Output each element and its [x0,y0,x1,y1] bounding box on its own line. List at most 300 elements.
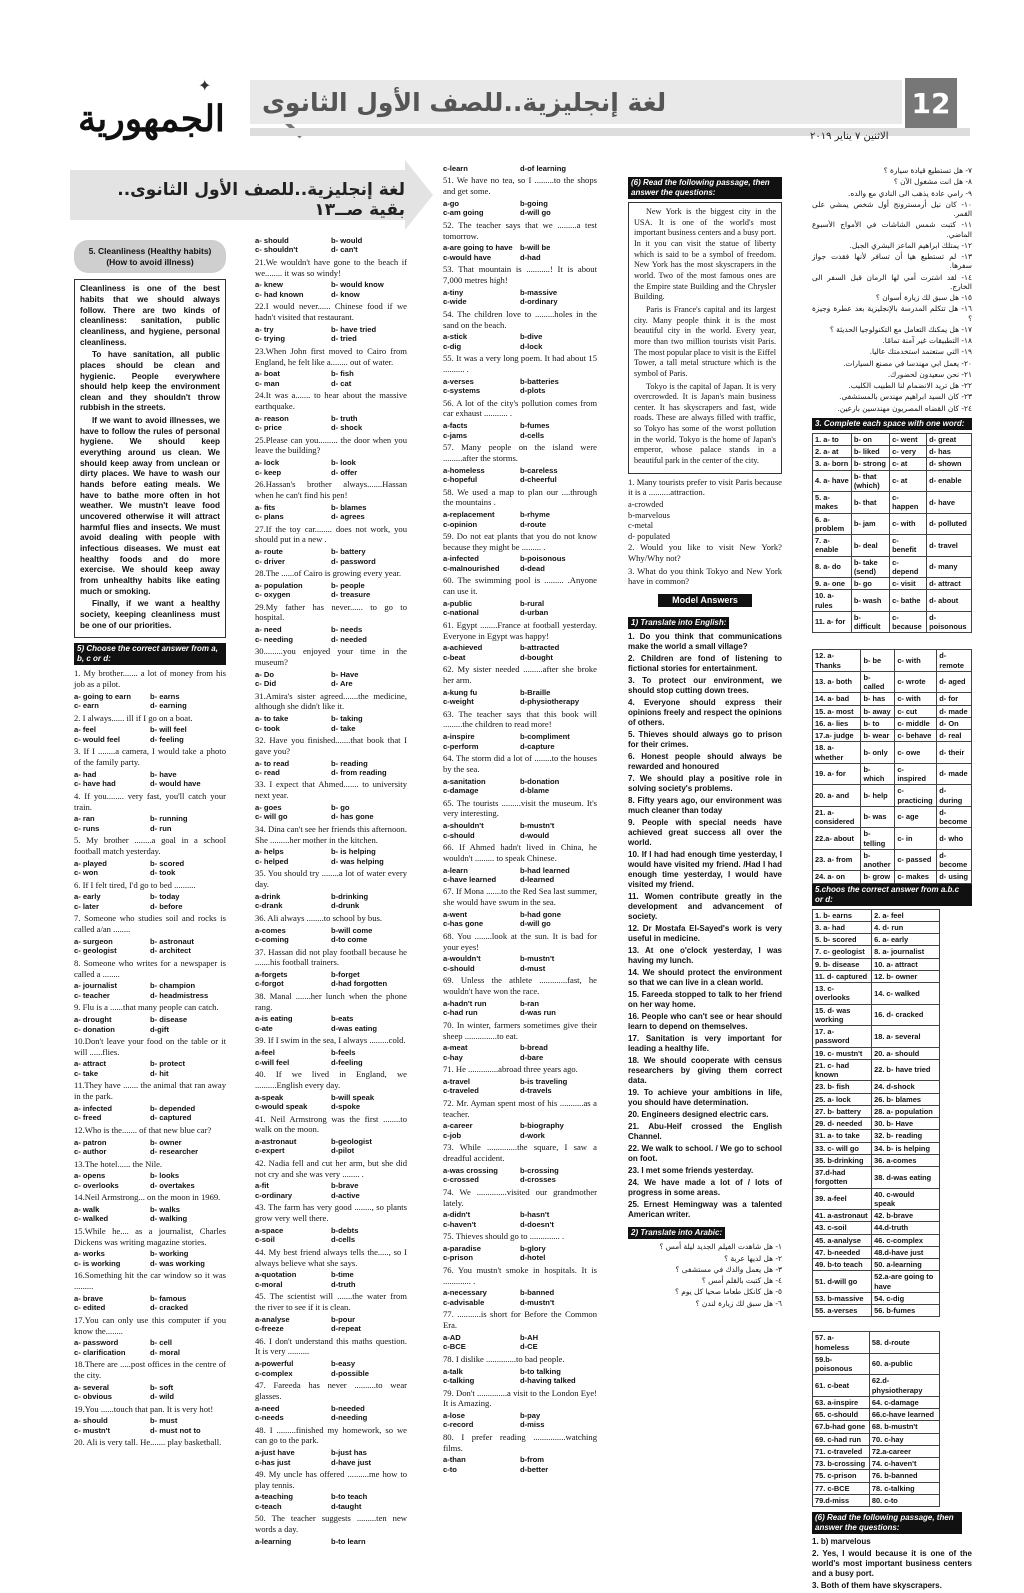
option: d-active [331,1190,360,1200]
table-cell: 66.c-have learned [869,1409,939,1421]
section-heading: 5.choos the correct answer from a.b.c or d: [812,884,972,906]
option: c- man [255,378,280,388]
option: b-forget [331,969,360,979]
option: a-forgets [255,969,288,979]
table-cell: 69. c-had run [813,1433,870,1445]
table-row [813,763,972,785]
option: d-spoke [331,1102,361,1112]
options-grid [443,1333,597,1352]
table-row [813,1081,940,1093]
table-cell: 78. c-talking [869,1482,939,1494]
options-grid [255,970,407,989]
option: a-comes [255,925,286,935]
translation-answer: 22. We walk to school. / We go to school on foot. [628,1144,782,1164]
option: a- opens [74,1171,106,1181]
option: b-just has [331,1448,367,1458]
option: d- wild [150,1392,175,1402]
question: 10.Don't leave your food on the table or it will ......flies. [74,1035,226,1057]
option: a- reason [255,413,289,423]
options-grid [255,503,407,522]
table-cell: 30. b- Have [872,1118,940,1130]
question: 57. Many people on the island were .........after the storms. [443,442,597,463]
question: 79. Don't ..............a visit to the London Eye! It is Amazing. [443,1387,597,1409]
question: 39. If I swim in the sea, I always .........cold. [255,1035,406,1046]
table-cell: 33. c- will go [813,1142,872,1154]
question: 74. We ..............visited our grandmother lately. [443,1186,597,1208]
table-cell: c- because [890,611,927,633]
arabic-line: ١٥- هل سبق لك زيارة أسوان ؟ [875,293,972,302]
table-cell: c- very [890,446,927,458]
table-cell: b- that (which) [851,470,889,492]
question-list [443,164,597,1474]
options-grid [443,999,597,1018]
table-cell: b- jam [851,513,889,535]
option: a- password [74,1338,119,1348]
section-heading: (6) Read the following passage, then answer the questions: [812,1512,962,1534]
option: c- will go [255,812,288,822]
table-cell: 50. a-learning [872,1259,940,1271]
option: d-of learning [520,164,566,173]
options-grid [255,1537,407,1546]
question: 20. Ali is very tall. He....... play basketball. [74,1437,222,1448]
question: 36. Ali always ........to school by bus. [255,912,382,923]
option: a-sanitation [443,776,486,786]
table-cell: 76. b-banned [869,1470,939,1482]
table-cell: c- middle [895,717,937,729]
option: c- would feel [74,734,120,744]
option: c- driver [255,556,285,566]
option: b-compliment [520,732,570,742]
option: a-talk [443,1366,463,1376]
table-row [813,1353,940,1375]
table-cell: 58. d-route [869,1332,939,1354]
option: a- early [74,892,101,902]
option: a-replacement [443,510,495,520]
question: 65. The tourists .........visit the museum. It's very interesting. [443,797,597,819]
reading-passage [628,202,782,474]
table-cell: b- away [861,705,895,717]
reading-answer: 3. Both of them have skyscrapers. [812,1581,942,1590]
translation-answer: 18. We should cooperate with census researchers by giving them correct data. [628,1056,782,1086]
table-cell: 4. d- run [872,921,940,933]
options-grid [443,688,597,707]
table-row [813,556,972,578]
options-grid [255,847,407,866]
table-cell: 40. c-would speak [872,1188,940,1210]
question: 15.While he.... as a journalist, Charles Dickens was writing magazine stories. [74,1225,226,1247]
option: b- soft [150,1382,174,1392]
option: a-tiny [443,287,464,297]
table-cell: 80. c-to [869,1494,939,1506]
option: c- later [74,901,99,911]
options-grid [255,670,407,689]
option: a- walk [74,1205,100,1214]
question: 6. If I felt tired, I'd go to bed .......... [74,879,196,890]
option: d-cells [520,430,545,440]
option: a-powerful [255,1359,294,1369]
translation-answer: 16. People who can't see or hear should learn to depend on themselves. [628,1012,782,1032]
table-cell: c- benefit [890,535,927,557]
option: b-glory [520,1243,546,1253]
table-cell: 37.d-had forgotten [813,1167,872,1189]
arabic-line: ١٠- كان نيل أرمسترونج أول شخص يمشي على القمر. [812,199,972,218]
table-cell: c- happen [890,492,927,514]
option: d-needing [331,1413,368,1423]
table-cell: c- with [890,513,927,535]
option: a- should [255,236,289,245]
option: a-learning [255,1536,292,1546]
option: b-geologist [331,1136,372,1146]
table-cell: 64. c-damage [869,1396,939,1408]
option: c-traveled [443,1086,479,1096]
table-cell: 53. b-massive [813,1292,872,1304]
options-grid [74,814,226,833]
option: b- battery [331,547,366,557]
option: d-had forgotten [331,979,388,989]
table-cell: 77. c-BCE [813,1482,870,1494]
translation-answer: 24. We have made a lot of / lots of progress in some areas. [628,1178,782,1198]
question: 80. I prefer reading ...............watching films. [443,1431,597,1453]
option: b- look [331,458,356,468]
option: a-than [443,1455,466,1465]
option: b-ran [520,998,539,1008]
option: b-pour [331,1314,356,1324]
options-grid [74,981,226,1000]
option: b-mustn't [520,821,555,831]
table-cell: d- become [937,806,972,828]
option: a-travel [443,1076,471,1086]
table-cell: d- made [937,705,972,717]
option: a-learn [443,865,468,875]
table-cell: 13. c- overlooks [813,983,872,1005]
question: 22.I would never...... Chinese food if we hadn't visited that restaurant. [255,301,407,323]
option: d- walking [150,1214,188,1224]
option: d- offer [331,467,358,477]
option: c-soil [255,1235,275,1245]
option: b-to talking [520,1366,561,1376]
option: a-astronaut [255,1136,297,1146]
option: d- was working [150,1258,205,1268]
cleanliness-passage [74,279,226,638]
translation-answer: 12. Dr Mostafa El-Sayed's work is very useful in medicine. [628,924,782,944]
option: d-lock [520,341,543,351]
option: d- cracked [150,1303,188,1313]
translation-answer: 13. At one o'clock yesterday, I was having my lunch. [628,946,782,966]
option: b- will feel [150,725,187,735]
passage-paragraph: Cleanliness is one of the best habits that we should always follow. There are two kinds of cleanliness: sanitation, public cleanliness, and hygiene, personal cleanliness. [80,284,220,347]
translation-answer: 17. Sanitation is very important for leading a healthy life. [628,1034,782,1054]
option: a- should [74,1416,108,1426]
table-row [813,1375,940,1397]
option: b-bread [520,1043,548,1053]
table-row [813,1210,940,1222]
option: d- headmistress [150,990,209,1000]
option: c-freeze [255,1324,284,1334]
option: d-gift [150,1024,169,1034]
table-cell: c- visit [890,578,927,590]
option: b-poisonous [520,554,566,564]
question: 53. That mountain is ...........! It is about 7,000 metres high! [443,264,597,286]
option: c-opinion [443,519,478,529]
option: d-cells [331,1235,356,1245]
table-row [813,1470,940,1482]
option: a- fits [255,502,276,512]
options [628,500,782,542]
option: c- earn [74,701,99,711]
option: b-will speak [331,1092,375,1102]
options-grid [443,466,597,485]
option: b-time [331,1270,354,1280]
option: d-must [520,963,546,973]
table-cell: b- called [861,671,895,693]
option: b-will be [520,243,551,253]
table-cell: 14. a- bad [813,693,861,705]
question: 2. Would you like to visit New York? Why/Why not? [628,542,782,563]
translation-answer: 6. Honest people should always be rewarded and honoured [628,752,782,772]
question: 1. My brother....... a lot of money from his job as a pilot. [74,668,226,689]
table-cell: 22.a- about [813,828,861,850]
table-cell: 79.d-miss [813,1494,870,1506]
option: b- go [331,802,350,812]
section-heading: 1) Translate into English: [628,617,729,629]
option: a- route [255,547,283,557]
option: a-need [255,1403,280,1413]
table-row [813,1026,940,1048]
options-grid [443,954,597,973]
table-cell: 42. b-brave [872,1210,940,1222]
option: d-dead [520,563,545,573]
header-band [250,80,902,124]
option: d- earning [150,701,187,711]
option: c-needs [255,1413,284,1423]
options-grid [74,725,226,744]
translation-answer: 15. Fareeda stopped to talk to her friend on her way home. [628,990,782,1010]
options-grid [443,510,597,529]
options-grid [255,1048,407,1067]
table-cell: 61. c-beat [813,1375,870,1397]
table-cell: 8. a- journalist [872,946,940,958]
option: c- helped [255,856,289,866]
question: 31.Amira's sister agreed.......the medicine, although she didn't like it. [255,690,407,712]
question: 35. You should try ........a lot of water every day. [255,868,407,890]
options-grid [255,581,407,600]
model-answers-wrap [628,589,782,610]
question: 43. The farm has very good ........, so plants grow very well there. [255,1202,407,1224]
option: c-am going [443,208,484,218]
option: a-meat [443,1043,468,1053]
table-row [813,611,972,633]
option: c- shouldn't [255,245,298,255]
option: d- take [331,723,356,733]
options-grid [255,1226,407,1245]
table-cell: b- only [861,742,895,764]
question: 61. Egypt ........France at football yesterday. Everyone in Egypt was happy! [443,619,597,641]
option: c- trying [255,334,285,344]
table-row [813,470,972,492]
option: c- oxygen [255,590,291,600]
question: 59. Do not eat plants that you do not know because they might be ......... . [443,530,597,552]
translation-answer: 3. To protect our environment, we should stop cutting down trees. [628,676,782,696]
options-grid [255,759,407,778]
question: 16.Something hit the car window so it was ......... [74,1270,226,1292]
options-grid [443,866,597,885]
arabic-line: ٩- رامي عادة يذهب الى النادي مع والده. [848,188,972,198]
table-cell: 74. c-haven't [869,1458,939,1470]
option: b-massive [520,287,558,297]
arabic-line: ٧- هل تستطيع قيادة سيارة ؟ [883,166,972,175]
option: d-capture [520,741,555,751]
table-cell: 20. a- should [872,1047,940,1059]
reading-answer: 2. Yes, I would because it is one of the world's most important business centers and a busy port. [812,1549,972,1578]
option: c-job [443,1130,462,1140]
option: c- won [74,868,99,878]
translation-answer: 7. We should play a positive role in solving society's problems. [628,774,782,794]
question-list [74,668,226,1448]
option: b- would know [331,280,384,290]
table-cell: b- on [851,433,889,445]
option: d-feeling [331,1057,363,1067]
option: c- Did [255,679,277,689]
table-cell: d- has [927,446,972,458]
option: a-speak [255,1092,284,1102]
question: 4. If you........ very fast, you'll catch your train. [74,790,226,812]
option: d-will go [520,919,551,929]
arabic-line: ٢٣- كان السيد ابراهيم مهندس بالمستشفى. [839,392,972,402]
passage-paragraph: Tokyo is the capital of Japan. It is very overcrowded. It is Japan's main business center. It has skyscrapers and fast, wide roads. These are always filled with traffic, so Tokyo has some of the worst pollution in the world. Tokyo is the home of Japan's emperor, whose palace stands in a beautiful park in the center of the city. [634,381,776,466]
question: 66. If Ahmed hadn't lived in China, he wouldn't ......... to speak Chinese. [443,842,597,863]
column-3 [443,164,597,1476]
option: b-donation [520,776,560,786]
question: 14.Neil Armstrong... on the moon in 1969. [74,1192,221,1203]
option: a-necessary [443,1288,487,1298]
option: c- edited [74,1303,106,1313]
option: b-going [520,198,548,208]
options-grid [255,458,407,477]
arabic-line: ١- هل شاهدت الفيلم الجديد ليلة أمس ؟ [659,1242,782,1252]
option: d-hotel [520,1253,546,1263]
table-cell: b- be [861,650,895,672]
table-cell: 2. a- feel [872,909,940,921]
question: 37. Hassan did not play football because he .......his football trainers. [255,946,407,968]
table-cell: d- for [937,693,972,705]
option: b- truth [331,413,358,423]
table-cell: c- at [890,458,927,470]
table-cell: 26. b- blames [872,1093,940,1105]
option: a-kung fu [443,687,478,697]
table-cell: 13. a- both [813,671,861,693]
options-grid [74,1383,226,1402]
question: 78. I dislike ..............to bad people. [443,1353,565,1364]
table-cell: 9. a- one [813,578,852,590]
option: d-physiotherapy [520,697,580,707]
option: b- running [150,814,188,824]
table-row [813,590,972,612]
options-grid [443,1367,597,1386]
option: c-has gone [443,919,484,929]
option: b-easy [331,1359,356,1369]
table-cell: 22. b- have tried [872,1059,940,1081]
table-cell: 12. b- owner [872,970,940,982]
options-grid [255,1404,407,1423]
option: b- cell [150,1338,172,1348]
banner-text: لغة إنجليزية..للصف الأول الثانوى.. بقية صــ١٣ [117,180,405,220]
table-cell: 14. c- walked [872,983,940,1005]
table-cell: 56. b-fumes [872,1305,940,1317]
arabic-line: ١٨- التطبيقات غير آمنة تمامًا. [882,336,972,345]
options-grid [255,1181,407,1200]
option: c-prison [443,1253,473,1263]
table-cell: 3. a- born [813,458,852,470]
option: d- needed [331,634,367,644]
table-cell: d- remote [937,650,972,672]
table-cell: 41. a-astronaut [813,1210,872,1222]
option: d-miss [520,1420,545,1430]
page-title: لغة إنجليزية..للصف الأول الثانوى [262,87,667,117]
option: d-would [520,830,550,840]
options-grid [443,164,597,173]
options-grid [74,1338,226,1357]
table-cell: 39. a-feel [813,1188,872,1210]
option: a- Do [255,669,274,679]
table-cell: 73. b-crossing [813,1458,870,1470]
table-cell: 6. a- problem [813,513,852,535]
table-cell: 15. a- most [813,705,861,717]
options-grid [443,1411,597,1430]
table-cell: b- wash [851,590,889,612]
table-row [813,934,940,946]
option: d-route [520,519,547,529]
options-grid [443,332,597,351]
options-grid [255,892,407,911]
table-cell: 20. a- and [813,785,861,807]
column-1 [74,240,226,1450]
options-grid [74,770,226,789]
options-grid [255,1093,407,1112]
question: 72. Mr. Ayman spent most of his ...........as a teacher. [443,1097,597,1119]
table-cell: c- owe [895,742,937,764]
question: 60. The swimming pool is ......... .Anyone can use it. [443,575,597,597]
translation-answer: 21. Abu-Heif crossed the English Channel. [628,1122,782,1142]
translation-answer: 14. We should protect the environment so that we can live in a clean world. [628,968,782,988]
option: c-to [443,1464,457,1474]
options-grid [255,625,407,644]
option: c-national [443,608,479,618]
option: b- depended [150,1103,196,1113]
table-cell: d- poisonous [927,611,972,633]
question: 38. Manal .......her lunch when the phone rang. [255,990,407,1012]
options-grid [74,859,226,878]
table-cell: d- using [937,871,972,883]
option: b- looks [150,1171,180,1181]
options-grid [255,1492,407,1511]
table-cell: 60. a-public [869,1353,939,1375]
option: a- to take [255,714,289,724]
options-grid [443,1455,597,1474]
table-cell: 71. c-traveled [813,1445,870,1457]
option: d-crosses [520,1175,556,1185]
table-row [813,1188,940,1210]
options-grid [443,1077,597,1096]
table-row [813,958,940,970]
option: c- walked [74,1214,109,1224]
table-cell: 18. a- whether [813,742,861,764]
translation-answers [628,632,782,1220]
options-grid [443,821,597,840]
options-grid [443,1210,597,1229]
option: b-will come [331,925,373,935]
option: d- populated [628,531,671,541]
question: 75. Thieves should go to .............. . [443,1231,565,1242]
